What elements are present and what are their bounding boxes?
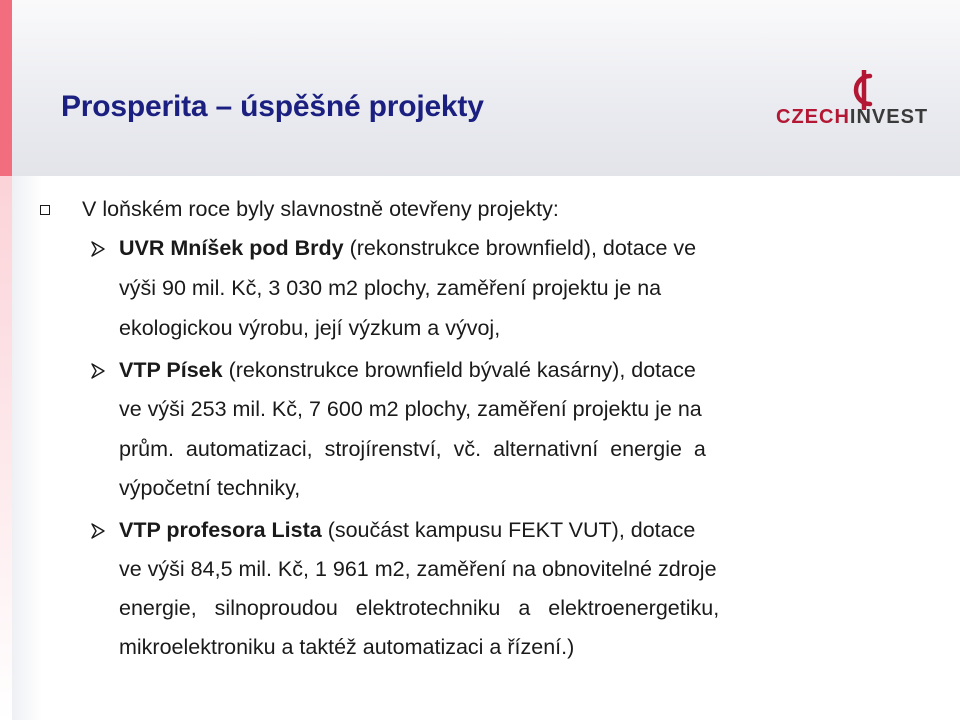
arrow-bullet-icon: [90, 241, 106, 257]
square-bullet-icon: [40, 205, 50, 215]
project-1-name: UVR Mníšek pod Brdy: [119, 236, 344, 260]
project-1-line-3: ekologickou výrobu, její výzkum a vývoj,: [119, 316, 501, 340]
left-accent-strip: [0, 0, 12, 176]
logo-invest-text: INVEST: [849, 106, 929, 128]
slide-title: Prosperita – úspěšné projekty: [61, 90, 484, 123]
czechinvest-logo: [776, 70, 936, 132]
project-3-name: VTP profesora Lista: [119, 518, 322, 542]
logo-wordmark: [776, 106, 928, 129]
left-accent-fade: [0, 176, 12, 720]
project-3-line-2: ve výši 84,5 mil. Kč, 1 961 m2, zaměření na obnovitelné zdroje: [119, 557, 717, 581]
project-2-line-2: ve výši 253 mil. Kč, 7 600 m2 plochy, zaměření projektu je na: [119, 397, 702, 421]
project-3-line-4: mikroelektroniku a taktéž automatizaci a řízení.): [119, 635, 575, 659]
project-2-first-line: [119, 358, 696, 383]
project-1-line-2: výši 90 mil. Kč, 3 030 m2 plochy, zaměření projektu je na: [119, 276, 662, 300]
content-shadow: [12, 176, 42, 720]
project-1-first-line: [119, 236, 696, 261]
czechinvest-logo-mark-icon: [846, 70, 886, 110]
project-3-first-line: [119, 518, 695, 543]
arrow-bullet-icon: [90, 523, 106, 539]
project-2-line-1: (rekonstrukce brownfield bývalé kasárny), dotace: [222, 358, 696, 382]
project-3-line-1: (součást kampusu FEKT VUT), dotace: [321, 518, 696, 542]
intro-text: V loňském roce byly slavnostně otevřeny projekty:: [82, 197, 559, 221]
project-2-line-4: výpočetní techniky,: [119, 476, 301, 500]
project-3-line-3: energie, silnoproudou elektrotechniku a elektroenergetiku,: [119, 596, 720, 620]
project-1-line-1: (rekonstrukce brownfield), dotace ve: [343, 236, 697, 260]
arrow-bullet-icon: [90, 363, 106, 379]
project-2-line-3: prům. automatizaci, strojírenství, vč. alternativní energie a: [119, 437, 706, 461]
project-2-name: VTP Písek: [119, 358, 223, 382]
logo-czech-text: CZECH: [776, 106, 850, 128]
